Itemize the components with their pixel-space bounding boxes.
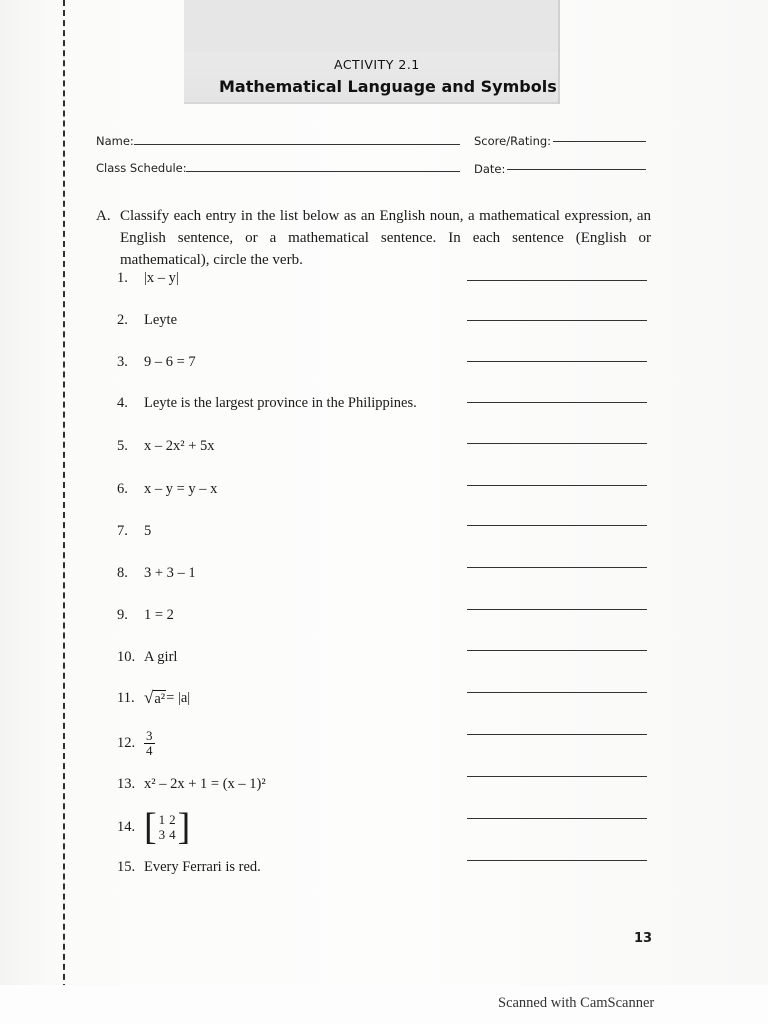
list-item: 14. [ 1 2 3 4 ] [117, 806, 191, 848]
answer-line[interactable] [467, 485, 647, 486]
list-item: 4. Leyte is the largest province in the Philippines. [117, 395, 417, 411]
list-item: 6. x – y = y – x [117, 481, 218, 497]
sqrt-expression: √ a² [144, 688, 166, 707]
item-text: 3 + 3 – 1 [144, 565, 196, 581]
item-text: x² – 2x + 1 = (x – 1)² [144, 776, 266, 792]
list-item: 12. $\frac{3}{4}$ [117, 728, 153, 758]
answer-line[interactable] [467, 860, 647, 861]
item-text: x – 2x² + 5x [144, 438, 215, 454]
answer-line[interactable] [467, 525, 647, 526]
item-text: Every Ferrari is red. [144, 859, 261, 875]
instruction-text: Classify each entry in the list below as an English noun, a mathematical expression, an English sentence, or a mathematical sentence. In each sentence (English or mathematical), circle the verb. [120, 208, 651, 268]
list-item: 13. x² – 2x + 1 = (x – 1)² [117, 776, 266, 792]
list-item: 9. 1 = 2 [117, 607, 174, 623]
item-text: 1 = 2 [144, 607, 174, 623]
class-schedule-line[interactable] [186, 171, 460, 172]
list-item: 15. Every Ferrari is red. [117, 859, 261, 875]
item-text: 5 [144, 523, 152, 539]
answer-line[interactable] [467, 609, 647, 610]
list-item: 5. x – 2x² + 5x [117, 438, 215, 454]
instruction-marker: A. [96, 208, 111, 224]
list-item: 2. Leyte [117, 312, 178, 328]
answer-line[interactable] [467, 734, 647, 735]
item-text: Leyte is the largest province in the Philippines. [144, 395, 417, 411]
answer-line[interactable] [467, 818, 647, 819]
name-line[interactable] [134, 144, 460, 145]
answer-line[interactable] [467, 443, 647, 444]
answer-line[interactable] [467, 320, 647, 321]
perforation-line [63, 0, 65, 1000]
answer-line[interactable] [467, 361, 647, 362]
list-item: 3. 9 – 6 = 7 [117, 354, 196, 370]
answer-line[interactable] [467, 567, 647, 568]
instructions [96, 205, 651, 271]
list-item: 7. 5 [117, 523, 152, 539]
item-text: A girl [144, 649, 178, 665]
radical-sign: √ [144, 688, 154, 707]
class-schedule-label: Class Schedule: [96, 161, 187, 175]
scanner-watermark: Scanned with CamScanner [498, 995, 655, 1011]
answer-line[interactable] [467, 692, 647, 693]
list-item: 8. 3 + 3 – 1 [117, 565, 196, 581]
date-label: Date: [474, 162, 506, 176]
answer-line[interactable] [467, 280, 647, 281]
score-label: Score/Rating: [474, 134, 552, 148]
answer-line[interactable] [467, 776, 647, 777]
item-text: 9 – 6 = 7 [144, 354, 196, 370]
page-number: 13 [634, 931, 653, 946]
item-text: x – y = y – x [144, 481, 218, 497]
item-text: Leyte [144, 312, 178, 328]
item-text: |x – y| [144, 270, 179, 286]
answer-line[interactable] [467, 402, 647, 403]
name-label: Name: [96, 134, 134, 148]
list-item: 1. |x – y| [117, 270, 179, 286]
date-line[interactable] [507, 169, 646, 170]
activity-label: ACTIVITY 2.1 [334, 57, 420, 72]
fraction: $\frac{3}{4}$ [146, 728, 153, 758]
answer-line[interactable] [467, 650, 647, 651]
matrix: [ 1 2 3 4 ] [144, 806, 191, 848]
page-title: Mathematical Language and Symbols [219, 77, 557, 96]
score-line[interactable] [553, 141, 646, 142]
list-item: 11. √ a² = |a| [117, 688, 191, 707]
list-item: 10. A girl [117, 649, 178, 665]
